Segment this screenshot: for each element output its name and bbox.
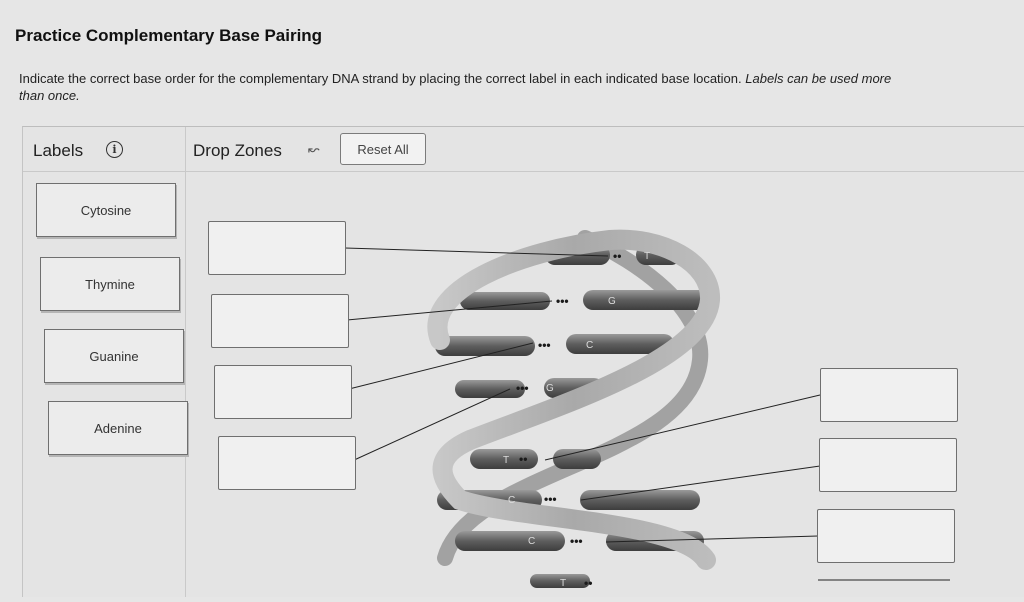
label-card-thymine[interactable]: Thymine <box>40 257 180 311</box>
bond-dots-6: ••• <box>544 492 557 506</box>
label-card-cytosine[interactable]: Cytosine <box>36 183 176 237</box>
drop-zone-2[interactable] <box>211 294 349 348</box>
bond-dots-2: ••• <box>556 294 569 308</box>
bond-dots-5: •• <box>519 452 528 466</box>
base-letter-4: G <box>546 383 554 394</box>
bond-dots-1: •• <box>613 249 622 263</box>
bond-dots-7: ••• <box>570 534 583 548</box>
drop-zone-3[interactable] <box>214 365 352 419</box>
bond-dots-3: ••• <box>538 338 551 352</box>
base-letter-3: C <box>586 340 594 351</box>
undo-arrow-icon: ↜ <box>308 141 320 157</box>
bond-dots-4: ••• <box>516 381 529 395</box>
instructions-text: Indicate the correct base order for the complementary DNA strand by placing the correct label in each indicated base location. <box>19 71 742 86</box>
reset-all-button[interactable]: Reset All <box>340 133 426 165</box>
page-title: Practice Complementary Base Pairing <box>15 26 323 45</box>
info-icon[interactable]: i <box>106 141 123 158</box>
base-letter-6: C <box>508 495 516 506</box>
instructions-italic-note: Labels can be used more than once. <box>19 71 892 103</box>
label-card-guanine[interactable]: Guanine <box>44 329 184 383</box>
bond-dots-8: •• <box>584 576 593 590</box>
base-letter-7: C <box>528 536 536 547</box>
drop-zone-6[interactable] <box>819 438 957 492</box>
label-card-adenine[interactable]: Adenine <box>48 401 188 455</box>
drop-zone-7[interactable] <box>817 509 955 563</box>
drop-zone-5[interactable] <box>820 368 958 422</box>
base-letter-2: G <box>608 296 616 307</box>
base-letter-8: T <box>560 578 567 589</box>
drop-zone-1[interactable] <box>208 221 346 275</box>
base-letter-1: T <box>644 251 651 262</box>
drop-zone-4[interactable] <box>218 436 356 490</box>
labels-heading: Labels <box>33 141 84 160</box>
drop-zones-heading: Drop Zones <box>193 141 282 160</box>
base-letter-5: T <box>503 455 510 466</box>
